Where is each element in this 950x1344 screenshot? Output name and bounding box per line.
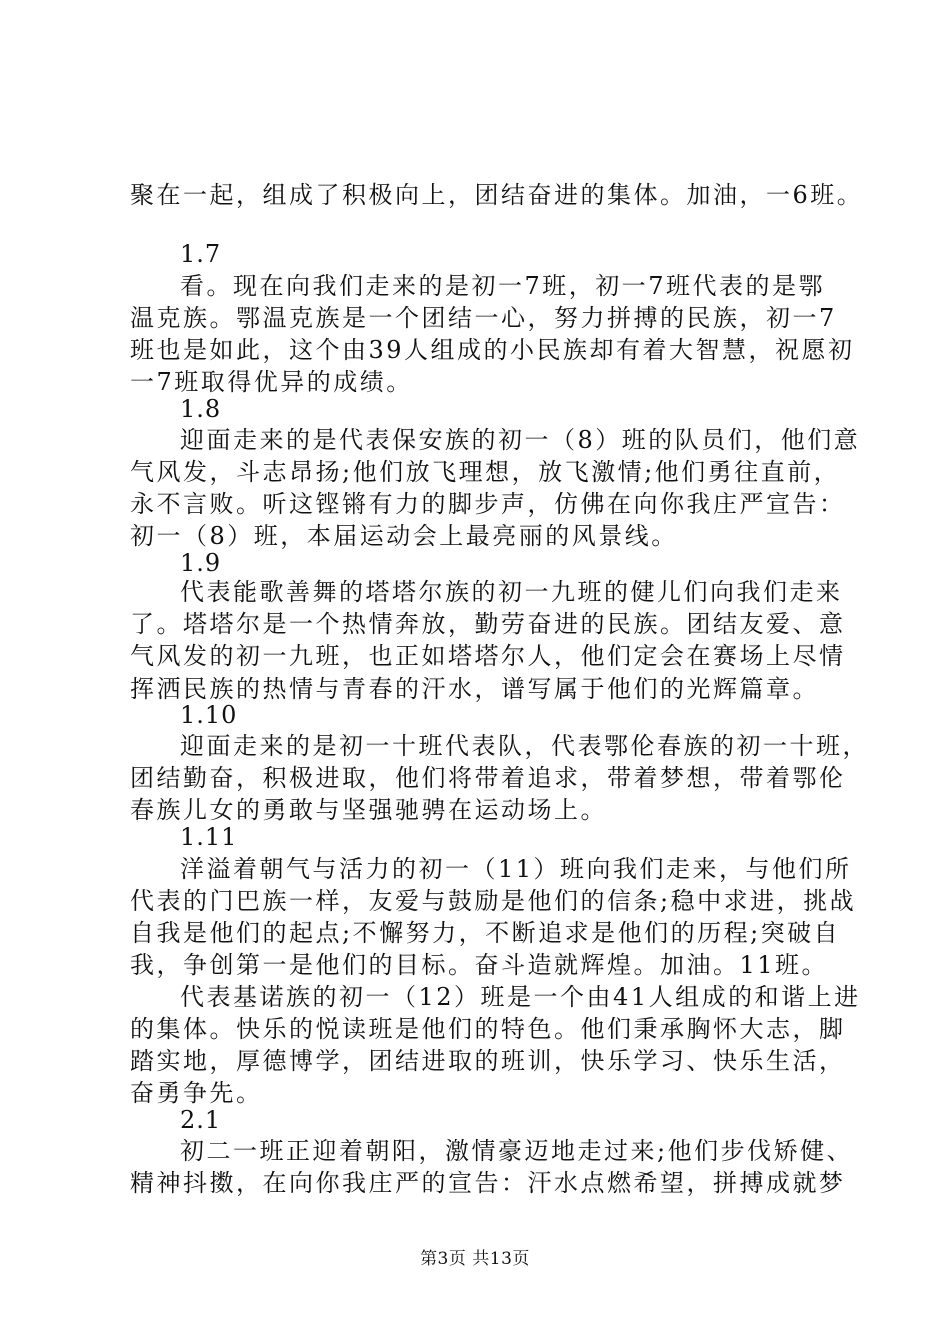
text-line: 气风发的初一九班，也正如塔塔尔人，他们定会在赛场上尽情 bbox=[130, 642, 846, 670]
text-line: 了。塔塔尔是一个热情奔放，勤劳奋进的民族。团结友爱、意 bbox=[130, 610, 846, 638]
section-number: 1.9 bbox=[180, 549, 222, 577]
text-line: 踏实地，厚德博学，团结进取的班训，快乐学习、快乐生活， bbox=[130, 1047, 846, 1075]
paragraph-first-line: 代表能歌善舞的塔塔尔族的初一九班的健儿们向我们走来 bbox=[180, 578, 843, 606]
text-line: 气风发，斗志昂扬;他们放飞理想，放飞激情;他们勇往直前， bbox=[130, 458, 841, 486]
page-footer: 第3页 共13页 bbox=[420, 1249, 530, 1269]
paragraph-first-line: 初二一班正迎着朝阳，激情豪迈地走过来;他们步伐矫健、 bbox=[180, 1137, 854, 1165]
text-line: 挥洒民族的热情与青春的汗水，谱写属于他们的光辉篇章。 bbox=[130, 675, 819, 703]
text-line: 一7班取得优异的成绩。 bbox=[130, 368, 413, 396]
paragraph-first-line: 迎面走来的是初一十班代表队，代表鄂伦春族的初一十班， bbox=[180, 732, 869, 760]
section-number: 1.11 bbox=[180, 823, 238, 851]
section-number: 2.1 bbox=[180, 1106, 222, 1134]
section-number: 1.7 bbox=[180, 240, 222, 268]
text-line: 永不言败。听这铿锵有力的脚步声，仿佛在向你我庄严宣告： bbox=[130, 490, 846, 518]
text-line: 精神抖擞，在向你我庄严的宣告：汗水点燃希望，拼搏成就梦 bbox=[130, 1169, 846, 1197]
text-line: 团结勤奋，积极进取，他们将带着追求，带着梦想，带着鄂伦 bbox=[130, 764, 846, 792]
text-line: 温克族。鄂温克族是一个团结一心，努力拼搏的民族，初一7 bbox=[130, 304, 837, 332]
text-line: 班也是如此，这个由39人组成的小民族却有着大智慧，祝愿初 bbox=[130, 336, 855, 364]
text-line: 聚在一起，组成了积极向上，团结奋进的集体。加油，一6班。 bbox=[130, 181, 864, 209]
text-line: 春族儿女的勇敢与坚强驰骋在运动场上。 bbox=[130, 796, 607, 824]
paragraph-first-line: 洋溢着朝气与活力的初一（11）班向我们走来，与他们所 bbox=[180, 855, 852, 883]
section-number: 1.10 bbox=[180, 701, 238, 729]
text-line: 自我是他们的起点;不懈努力，不断追求是他们的历程;突破自 bbox=[130, 919, 841, 947]
text-line: 我，争创第一是他们的目标。奋斗造就辉煌。加油。11班。 bbox=[130, 951, 829, 979]
paragraph-first-line: 看。现在向我们走来的是初一7班，初一7班代表的是鄂 bbox=[180, 272, 826, 300]
text-line: 初一（8）班，本届运动会上最亮丽的风景线。 bbox=[130, 522, 678, 550]
paragraph-first-line: 代表基诺族的初一（12）班是一个由41人组成的和谐上进 bbox=[180, 983, 861, 1011]
text-line: 的集体。快乐的悦读班是他们的特色。他们秉承胸怀大志，脚 bbox=[130, 1015, 846, 1043]
text-line: 代表的门巴族一样，友爱与鼓励是他们的信条;稳中求进，挑战 bbox=[130, 887, 857, 915]
paragraph-first-line: 迎面走来的是代表保安族的初一（8）班的队员们，他们意 bbox=[180, 426, 861, 454]
section-number: 1.8 bbox=[180, 395, 222, 423]
text-line: 奋勇争先。 bbox=[130, 1079, 263, 1107]
